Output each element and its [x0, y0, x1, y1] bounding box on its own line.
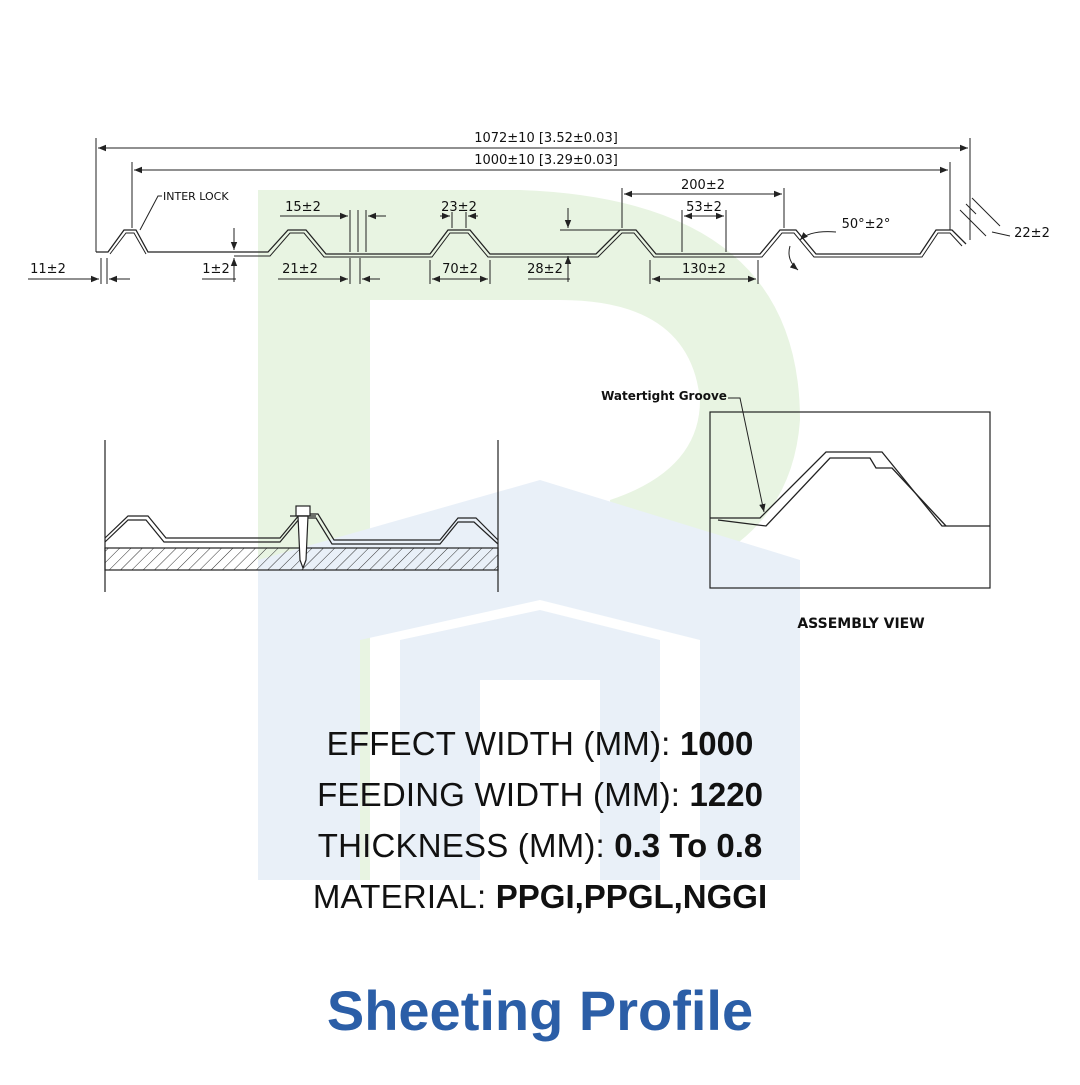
dim-22-label: 22±2	[1014, 226, 1050, 241]
dim-53-label: 53±2	[686, 200, 722, 215]
interlock-callout	[140, 196, 162, 230]
spec-material	[0, 871, 1080, 922]
spec-effect-width	[0, 718, 1080, 769]
dim-200-label: 200±2	[681, 178, 725, 193]
dim-1-label: 1±2	[202, 262, 230, 277]
overall-width-label: 1072±10 [3.52±0.03]	[474, 131, 618, 146]
dim-23-label: 23±2	[441, 200, 477, 215]
spec-list	[0, 718, 1080, 922]
dim-130-label: 130±2	[682, 262, 726, 277]
spec-value: 0.3 To 0.8	[614, 827, 763, 864]
spec-thickness	[0, 820, 1080, 871]
page-title: Sheeting Profile	[326, 979, 754, 1042]
spec-value: 1220	[689, 776, 763, 813]
dim-22	[960, 198, 1010, 236]
dim-angle-label: 50°±2°	[841, 217, 891, 232]
spec-value: PPGI,PPGL,NGGI	[495, 878, 768, 915]
dim-15-label: 15±2	[285, 200, 321, 215]
dim-angle	[789, 232, 836, 270]
dim-11-label: 11±2	[30, 262, 66, 277]
spec-value: 1000	[679, 725, 754, 762]
interlock-label: INTER LOCK	[163, 190, 229, 203]
spec-key: EFFECT WIDTH (MM):	[326, 725, 680, 762]
spec-key: MATERIAL:	[312, 878, 496, 915]
effective-width-label: 1000±10 [3.29±0.03]	[474, 153, 618, 168]
spec-key: THICKNESS (MM):	[317, 827, 615, 864]
dim-70-label: 70±2	[442, 262, 478, 277]
dim-21-label: 21±2	[282, 262, 318, 277]
assembly-view-label: ASSEMBLY VIEW	[797, 616, 925, 632]
watertight-groove-label: Watertight Groove	[601, 389, 727, 403]
spec-feeding-width	[0, 769, 1080, 820]
spec-key: FEEDING WIDTH (MM):	[317, 776, 690, 813]
dim-28-label: 28±2	[527, 262, 563, 277]
